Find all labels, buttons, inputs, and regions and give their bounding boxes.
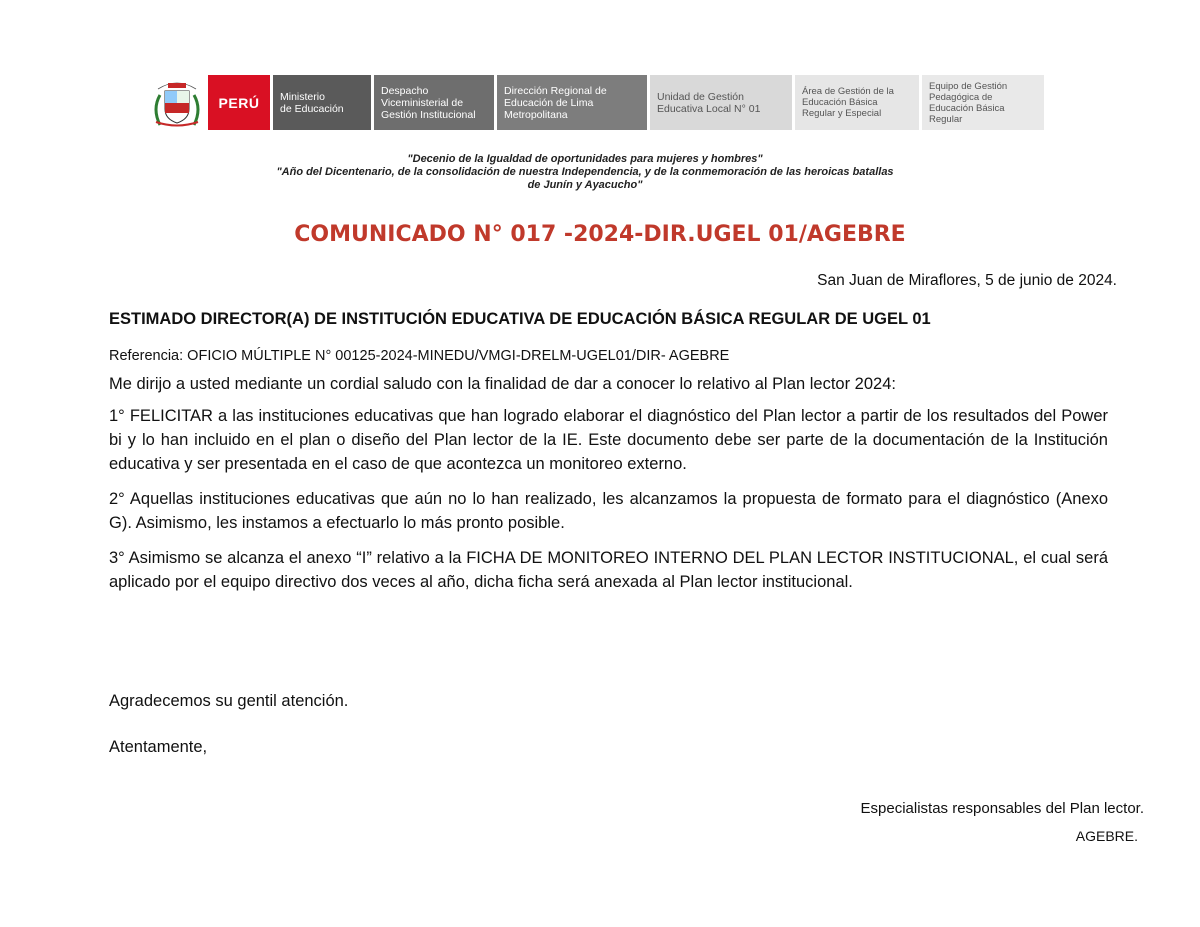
peru-brand-label: PERÚ	[208, 75, 270, 130]
point-3-paragraph: 3° Asimismo se alcanza el anexo “I” relativo a la FICHA DE MONITOREO INTERNO DEL PLAN LECTOR INSTITUCIONAL, el cual será aplicado por el equipo directivo dos veces al año, dicha ficha será anexada al Plan lector institucional.	[109, 549, 1108, 591]
header-banner	[148, 75, 1044, 130]
regional-direction-label: Dirección Regional de Educación de Lima Metropolitana	[504, 84, 607, 121]
regional-direction-block	[497, 75, 647, 130]
regards-line: Atentamente,	[109, 738, 208, 756]
document-body	[109, 372, 1108, 605]
closing-line: Agradecemos su gentil atención.	[109, 692, 349, 710]
signature-line: Especialistas responsables del Plan lector.	[860, 800, 1144, 817]
coat-of-arms-icon	[148, 75, 206, 130]
document-title: COMUNICADO N° 017 -2024-DIR.UGEL 01/AGEBRE	[294, 222, 906, 247]
pedagogical-team-label: Equipo de Gestión Pedagógica de Educación Básica Regular	[929, 80, 1008, 125]
vice-ministry-label: Despacho Viceministerial de Gestión Institucional	[381, 84, 476, 121]
year-slogan: "Año del Dicentenario, de la consolidación de nuestra Independencia, y de la conmemoración de las heroicas batallas de Junín y Ayacucho"	[276, 166, 894, 191]
recipient-heading: ESTIMADO DIRECTOR(A) DE INSTITUCIÓN EDUCATIVA DE EDUCACIÓN BÁSICA REGULAR DE UGEL 01	[109, 310, 931, 328]
ministry-label: Ministerio de Educación	[280, 90, 344, 115]
pedagogical-team-block	[922, 75, 1044, 130]
management-area-block	[795, 75, 919, 130]
vice-ministry-block	[374, 75, 494, 130]
ugel-label: Unidad de Gestión Educativa Local N° 01	[657, 90, 761, 115]
intro-paragraph: Me dirijo a usted mediante un cordial saludo con la finalidad de dar a conocer lo relativo al Plan lector 2024:	[109, 375, 896, 393]
signature-team: AGEBRE.	[1075, 828, 1138, 844]
ministry-block	[273, 75, 371, 130]
ugel-block	[650, 75, 792, 130]
decade-slogan: "Decenio de la Igualdad de oportunidades para mujeres y hombres"	[407, 153, 763, 165]
point-1-paragraph: 1° FELICITAR a las instituciones educativas que han logrado elaborar el diagnóstico del Plan lector a partir de los resultados del Power bi y lo han incluido en el plan o diseño del Plan lector de la IE. Este documento debe ser parte de la documentación de la Institución educativa y ser presentada en el caso de que acontezca un monitoreo externo.	[109, 407, 1108, 473]
year-slogans	[0, 153, 1170, 192]
document-date: San Juan de Miraflores, 5 de junio de 2024.	[817, 272, 1117, 289]
point-2-paragraph: 2° Aquellas instituciones educativas que aún no lo han realizado, les alcanzamos la propuesta de formato para el diagnóstico (Anexo G). Asimismo, les instamos a efectuarlo lo más pronto posible.	[109, 490, 1108, 532]
management-area-label: Área de Gestión de la Educación Básica Regular y Especial	[802, 86, 894, 119]
reference-line: Referencia: OFICIO MÚLTIPLE N° 00125-2024-MINEDU/VMGI-DRELM-UGEL01/DIR- AGEBRE	[109, 348, 730, 364]
